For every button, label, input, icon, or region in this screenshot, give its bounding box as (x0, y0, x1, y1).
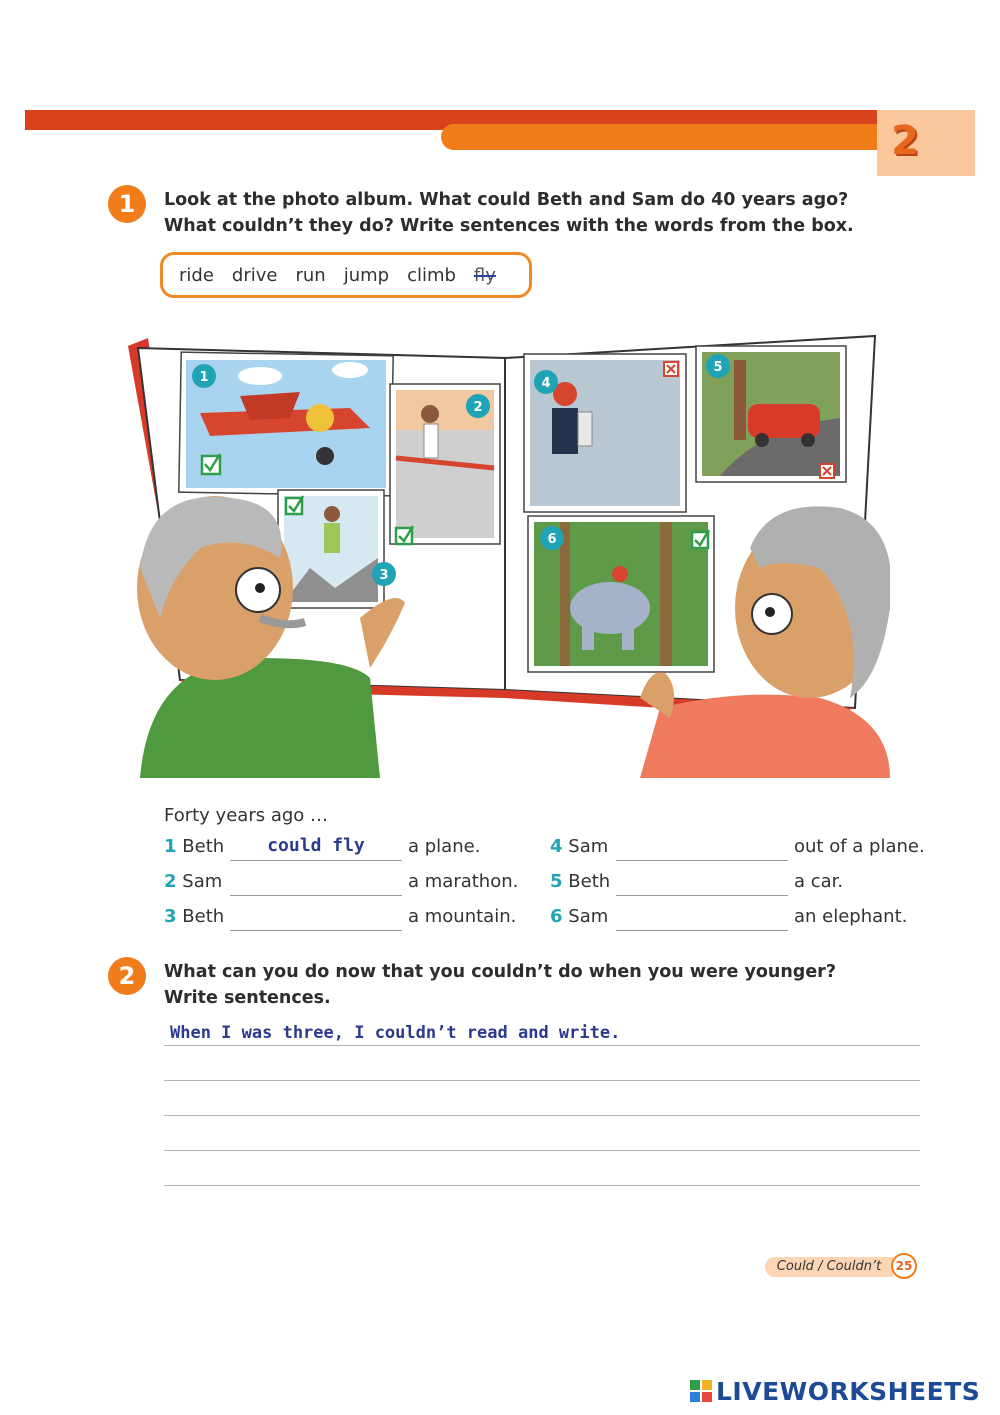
page-number: 25 (891, 1253, 917, 1279)
write-line-1[interactable] (164, 1045, 920, 1046)
item-4-ending: out of a plane. (794, 836, 925, 857)
exercise-2-number: 2 (108, 957, 146, 995)
item-6-number: 6 (550, 906, 563, 927)
item-5-number: 5 (550, 871, 563, 892)
exercise-1-instruction-line-1: Look at the photo album. What could Beth and Sam do 40 years ago? (164, 190, 849, 210)
exercise-1-number: 1 (108, 185, 146, 223)
exercise-1-instruction (164, 187, 864, 239)
exercise-2-instruction (164, 959, 864, 1011)
word-ride: ride (179, 264, 214, 286)
item-2-blank[interactable] (230, 871, 402, 896)
item-2-ending: a marathon. (408, 871, 519, 892)
photo-6-number: 6 (547, 532, 557, 547)
item-4-subject: Sam (568, 836, 609, 857)
exercise-2-instruction-line-1: What can you do now that you couldn’t do when you were younger? (164, 962, 836, 982)
item-1-ending: a plane. (408, 836, 481, 857)
item-4 (550, 836, 608, 857)
word-fly-crossed: fly (473, 264, 496, 286)
word-box (160, 252, 532, 298)
item-6-blank[interactable] (616, 906, 788, 931)
liveworksheets-logo (690, 1376, 980, 1406)
item-3-ending: a mountain. (408, 906, 517, 927)
item-5-subject: Beth (568, 871, 611, 892)
photo-1-number: 1 (199, 370, 209, 385)
item-1-answer: could fly (267, 835, 365, 856)
word-climb: climb (407, 264, 456, 286)
exercise-1-instruction-line-2: What couldn’t they do? Write sentences with the words from the box. (164, 216, 854, 236)
item-2 (164, 871, 222, 892)
photo-4-number: 4 (541, 376, 551, 391)
item-6 (550, 906, 608, 927)
item-1-number: 1 (164, 836, 177, 857)
item-5 (550, 871, 610, 892)
word-jump: jump (343, 264, 390, 286)
exercise-2-instruction-line-2: Write sentences. (164, 988, 331, 1008)
item-3 (164, 906, 224, 927)
item-2-subject: Sam (182, 871, 223, 892)
photo-3-number: 3 (379, 568, 389, 583)
item-3-blank[interactable] (230, 906, 402, 931)
write-line-3[interactable] (164, 1115, 920, 1116)
word-run: run (295, 264, 326, 286)
item-5-ending: a car. (794, 871, 844, 892)
word-drive: drive (231, 264, 278, 286)
item-6-subject: Sam (568, 906, 609, 927)
write-line-2[interactable] (164, 1080, 920, 1081)
header-orange-bar (441, 124, 877, 150)
liveworksheets-brand-text: LIVEWORKSHEETS (716, 1376, 981, 1406)
write-line-4[interactable] (164, 1150, 920, 1151)
item-1 (164, 836, 224, 857)
item-4-number: 4 (550, 836, 563, 857)
write-line-5[interactable] (164, 1185, 920, 1186)
exercise-2-example-answer: When I was three, I couldn’t read and write. (170, 1023, 621, 1043)
footer-topic: Could / Couldn’t (765, 1257, 893, 1277)
unit-number: 2 (891, 118, 919, 164)
liveworksheets-logo-icon (690, 1380, 712, 1402)
item-6-ending: an elephant. (794, 906, 908, 927)
item-1-subject: Beth (182, 836, 225, 857)
photo-5-number: 5 (713, 360, 723, 375)
item-1-blank[interactable] (230, 836, 402, 861)
item-5-blank[interactable] (616, 871, 788, 896)
item-3-subject: Beth (182, 906, 225, 927)
exercise-1-intro: Forty years ago … (164, 805, 329, 826)
photo-2-number: 2 (473, 400, 483, 415)
photo-album-illustration (120, 318, 890, 778)
item-3-number: 3 (164, 906, 177, 927)
item-2-number: 2 (164, 871, 177, 892)
item-4-blank[interactable] (616, 836, 788, 861)
